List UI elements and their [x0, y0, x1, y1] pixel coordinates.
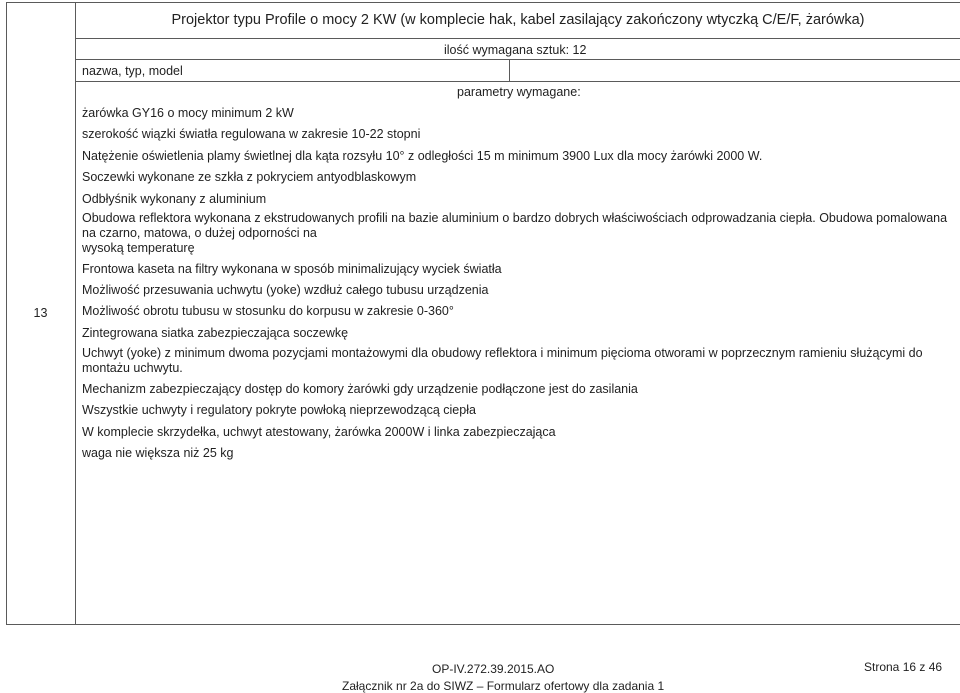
footer-document-code: OP-IV.272.39.2015.AO	[432, 662, 555, 676]
requirement-item: Frontowa kaseta na filtry wykonana w sposób minimalizujący wyciek światła	[82, 262, 502, 276]
requirement-item: waga nie większa niż 25 kg	[82, 446, 234, 460]
product-title: Projektor typu Profile o mocy 2 KW (w komplecie hak, kabel zasilający zakończony wtyczką C/E/F, żarówka)	[171, 12, 865, 28]
requirement-item: szerokość wiązki światła regulowana w zakresie 10-22 stopni	[82, 127, 421, 141]
row-number: 13	[33, 306, 48, 320]
quantity-divider	[75, 59, 960, 60]
title-divider	[75, 38, 960, 39]
requirement-item: Odbłyśnik wykonany z aluminium	[82, 192, 267, 206]
footer-page-number: Strona 16 z 46	[864, 660, 943, 674]
requirement-item: W komplecie skrzydełka, uchwyt atestowany, żarówka 2000W i linka zabezpieczająca	[82, 425, 556, 439]
table-bottom-border	[6, 624, 960, 625]
table-top-border	[6, 2, 960, 3]
requirement-item: Obudowa reflektora wykonana z ekstrudowanych profili na bazie aluminium o bardzo dobrych właściwościach odprowadzania ciepła. Obudowa pomalowana na czarno, matowa, o dużej odporności na	[82, 211, 948, 240]
requirement-item: Wszystkie uchwyty i regulatory pokryte powłoką nieprzewodzącą ciepła	[82, 403, 476, 417]
name-column-divider	[509, 59, 510, 81]
requirement-item: Mechanizm zabezpieczający dostęp do komory żarówki gdy urządzenie podłączone jest do zasilania	[82, 382, 638, 396]
name-field-label: nazwa, typ, model	[82, 64, 183, 78]
requirement-item: Soczewki wykonane ze szkła z pokryciem antyodblaskowym	[82, 170, 417, 184]
requirement-item: Możliwość przesuwania uchwytu (yoke) wzdłuż całego tubusu urządzenia	[82, 283, 489, 297]
requirement-item: Możliwość obrotu tubusu w stosunku do korpusu w zakresie 0-360°	[82, 304, 454, 318]
parameters-label: parametry wymagane:	[457, 85, 581, 99]
requirement-item: żarówka GY16 o mocy minimum 2 kW	[82, 106, 294, 120]
requirement-item: Uchwyt (yoke) z minimum dwoma pozycjami montażowymi dla obudowy reflektora i minimum pięcioma otworami w poprzecznym ramieniu służącymi do montażu uchwytu.	[82, 346, 923, 375]
name-row-divider	[75, 81, 960, 82]
footer-subtitle: Załącznik nr 2a do SIWZ – Formularz ofertowy dla zadania 1	[342, 679, 665, 693]
number-column-divider	[75, 2, 76, 624]
requirement-item: Zintegrowana siatka zabezpieczająca soczewkę	[82, 326, 349, 340]
requirement-item: Natężenie oświetlenia plamy świetlnej dla kąta rozsyłu 10° z odległości 15 m minimum 3900 Lux dla mocy żarówki 2000 W.	[82, 149, 763, 163]
requirement-item: wysoką temperaturę	[82, 241, 195, 255]
quantity-label: ilość wymagana sztuk: 12	[444, 43, 587, 57]
